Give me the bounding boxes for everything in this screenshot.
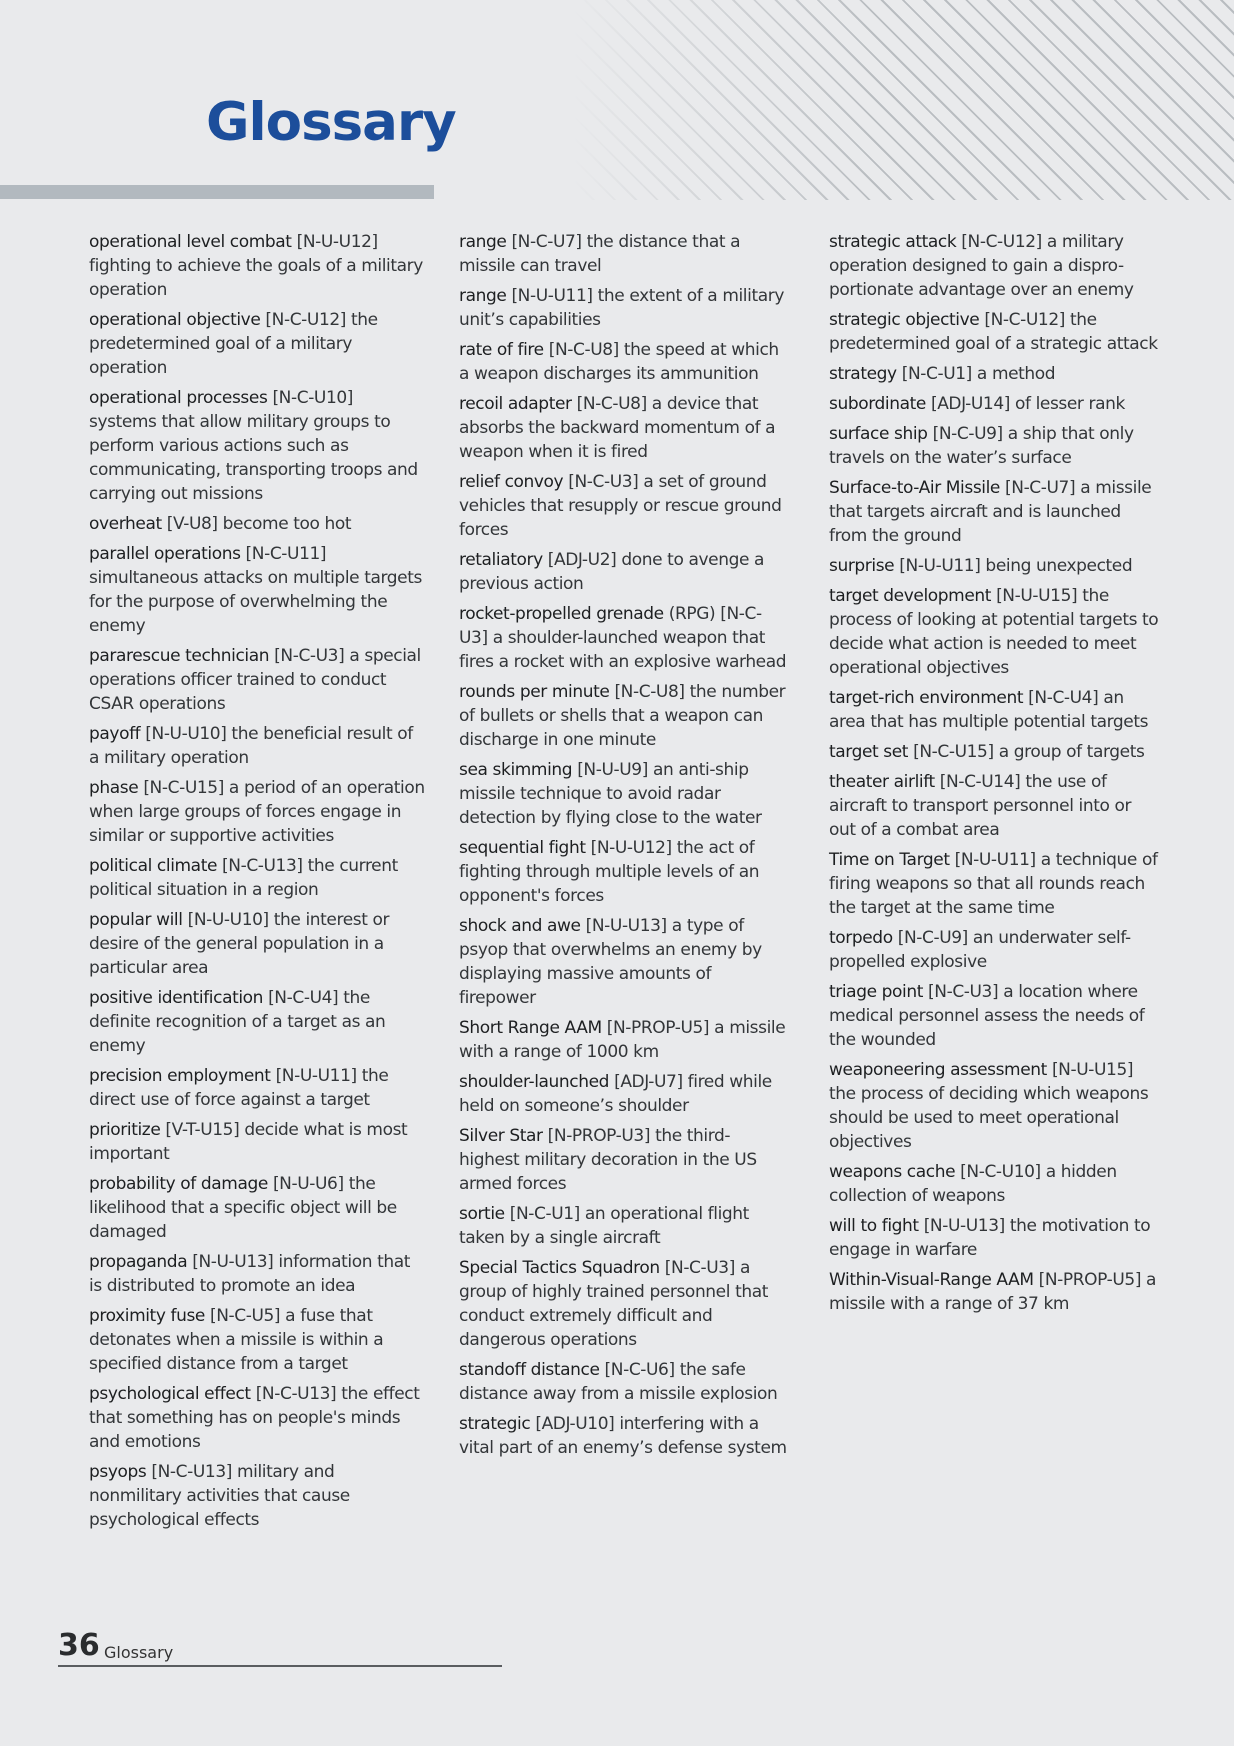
glossary-term: triage point (829, 982, 924, 1002)
glossary-term: surprise (829, 556, 895, 576)
glossary-definition: [N-PROP-U5] a missile with a range of 37 km (829, 1270, 1157, 1314)
glossary-term: weaponeering assessment (829, 1060, 1047, 1080)
glossary-term: propaganda (89, 1252, 188, 1272)
glossary-entry (89, 1172, 425, 1244)
glossary-entry (829, 362, 1159, 386)
glossary-definition: [N-U-U9] an anti-ship missile technique to avoid radar detection by flying close to the water (459, 760, 762, 828)
glossary-entry (829, 584, 1159, 680)
title-underline-bar (0, 185, 434, 199)
glossary-term: rounds per minute (459, 682, 610, 702)
glossary-term: Special Tactics Squadron (459, 1258, 660, 1278)
glossary-entry (829, 740, 1159, 764)
glossary-definition: [N-C-U11] simultaneous attacks on multiple targets for the purpose of overwhelming the enemy (89, 544, 422, 636)
glossary-entry (829, 1058, 1159, 1154)
glossary-entry (89, 854, 425, 902)
decorative-stripes (574, 0, 1234, 200)
glossary-entry (89, 308, 425, 380)
glossary-entry (89, 1250, 425, 1298)
page-number: 36 (58, 1628, 100, 1663)
glossary-term: prioritize (89, 1120, 161, 1140)
glossary-definition: [N-U-U13] information that is distributed to promote an idea (89, 1252, 411, 1296)
glossary-entry (89, 986, 425, 1058)
glossary-term: operational objective (89, 310, 261, 330)
glossary-entry (829, 422, 1159, 470)
glossary-entry (459, 914, 789, 1010)
glossary-term: standoff distance (459, 1360, 600, 1380)
glossary-definition: [N-C-U8] the speed at which a weapon discharges its ammunition (459, 340, 779, 384)
glossary-definition: [N-C-U6] the safe distance away from a missile explosion (459, 1360, 778, 1404)
glossary-definition: [N-C-U8] a device that absorbs the backward momentum of a weapon when it is fired (459, 394, 776, 462)
glossary-term: Silver Star (459, 1126, 543, 1146)
glossary-entry (829, 476, 1159, 548)
glossary-entry (89, 386, 425, 506)
glossary-definition: [N-PROP-U3] the third-highest military decoration in the US armed forces (459, 1126, 757, 1194)
glossary-definition: [N-C-U13] the effect that something has on people's minds and emotions (89, 1384, 420, 1452)
glossary-term: positive identification (89, 988, 264, 1008)
glossary-definition: [V-T-U15] decide what is most important (89, 1120, 408, 1164)
glossary-term: recoil adapter (459, 394, 572, 414)
glossary-definition: [ADJ-U14] of lesser rank (930, 394, 1125, 414)
glossary-definition: [ADJ-U2] done to avenge a previous action (459, 550, 765, 594)
glossary-definition: (RPG) [N-C-U3] a shoulder-launched weapon that fires a rocket with an explosive warhead (459, 604, 787, 672)
glossary-definition: [N-C-U12] a military operation designed to gain a dispro-portionate advantage over an enemy (829, 232, 1134, 300)
glossary-entry (459, 548, 789, 596)
glossary-definition: [N-U-U11] being unexpected (899, 556, 1133, 576)
glossary-entry (459, 230, 789, 278)
glossary-term: torpedo (829, 928, 893, 948)
glossary-definition: [N-U-U15] the process of looking at potential targets to decide what action is needed to meet operational objectives (829, 586, 1159, 678)
glossary-entry (459, 1256, 789, 1352)
glossary-definition: [N-C-U1] an operational flight taken by a single aircraft (459, 1204, 749, 1248)
glossary-term: range (459, 286, 507, 306)
glossary-term: sortie (459, 1204, 505, 1224)
glossary-entry (829, 926, 1159, 974)
glossary-entry (89, 1064, 425, 1112)
glossary-term: popular will (89, 910, 183, 930)
glossary-definition: [ADJ-U7] fired while held on someone’s shoulder (459, 1072, 772, 1116)
glossary-entry (89, 908, 425, 980)
glossary-definition: [N-C-U3] a special operations officer trained to conduct CSAR operations (89, 646, 421, 714)
glossary-entry (829, 1268, 1159, 1316)
glossary-entry (459, 680, 789, 752)
glossary-definition: [N-C-U9] an underwater self-propelled explosive (829, 928, 1131, 972)
glossary-entry (459, 1070, 789, 1118)
glossary-entry (829, 770, 1159, 842)
glossary-entry (459, 338, 789, 386)
glossary-term: target-rich environment (829, 688, 1024, 708)
glossary-definition: [N-C-U7] the distance that a missile can travel (459, 232, 741, 276)
glossary-term: strategy (829, 364, 897, 384)
glossary-entry (459, 392, 789, 464)
glossary-definition: [N-C-U3] a set of ground vehicles that resupply or rescue ground forces (459, 472, 782, 540)
glossary-definition: [N-C-U12] the predetermined goal of a strategic attack (829, 310, 1158, 354)
glossary-term: precision employment (89, 1066, 271, 1086)
footer-rule (58, 1665, 502, 1667)
glossary-definition: [N-C-U4] an area that has multiple potential targets (829, 688, 1149, 732)
glossary-term: parallel operations (89, 544, 241, 564)
glossary-term: operational processes (89, 388, 268, 408)
glossary-entry (459, 284, 789, 332)
glossary-term: probability of damage (89, 1174, 268, 1194)
glossary-entry (89, 722, 425, 770)
glossary-term: Time on Target (829, 850, 950, 870)
glossary-term: overheat (89, 514, 162, 534)
glossary-entry (459, 1202, 789, 1250)
glossary-term: target set (829, 742, 909, 762)
glossary-definition: [N-C-U13] the current political situation in a region (89, 856, 398, 900)
glossary-definition: [N-U-U13] a type of psyop that overwhelms an enemy by displaying massive amounts of firepower (459, 916, 762, 1008)
footer-label: Glossary (104, 1643, 174, 1662)
glossary-definition: [N-C-U8] the number of bullets or shells that a weapon can discharge in one minute (459, 682, 786, 750)
glossary-term: psychological effect (89, 1384, 251, 1404)
glossary-entry (89, 542, 425, 638)
glossary-term: surface ship (829, 424, 928, 444)
glossary-term: payoff (89, 724, 141, 744)
glossary-entry (829, 230, 1159, 302)
glossary-definition: [N-C-U10] a hidden collection of weapons (829, 1162, 1117, 1206)
glossary-term: Surface-to-Air Missile (829, 478, 1000, 498)
glossary-term: strategic attack (829, 232, 957, 252)
glossary-term: weapons cache (829, 1162, 956, 1182)
glossary-term: shock and awe (459, 916, 581, 936)
glossary-column-2 (459, 230, 789, 1466)
glossary-definition: [N-U-U11] the extent of a military unit’s capabilities (459, 286, 784, 330)
glossary-term: will to fight (829, 1216, 919, 1236)
glossary-entry (459, 1358, 789, 1406)
glossary-entry (459, 1412, 789, 1460)
glossary-entry (829, 1160, 1159, 1208)
glossary-entry (459, 470, 789, 542)
glossary-entry (89, 1118, 425, 1166)
glossary-definition: [N-PROP-U5] a missile with a range of 1000 km (459, 1018, 786, 1062)
glossary-term: rocket-propelled grenade (459, 604, 664, 624)
glossary-term: target development (829, 586, 992, 606)
glossary-entry (829, 308, 1159, 356)
glossary-definition: [N-C-U3] a location where medical personnel assess the needs of the wounded (829, 982, 1145, 1050)
glossary-definition: [N-C-U12] the predetermined goal of a military operation (89, 310, 378, 378)
glossary-entry (459, 1016, 789, 1064)
glossary-definition: [N-C-U4] the definite recognition of a target as an enemy (89, 988, 386, 1056)
glossary-term: subordinate (829, 394, 926, 414)
glossary-column-1 (89, 230, 425, 1538)
glossary-entry (459, 758, 789, 830)
glossary-entry (89, 1460, 425, 1532)
glossary-term: strategic (459, 1414, 531, 1434)
glossary-entry (459, 602, 789, 674)
glossary-entry (89, 644, 425, 716)
glossary-definition: [N-C-U10] systems that allow military groups to perform various actions such as communicating, transporting troops and carrying out missions (89, 388, 418, 504)
glossary-definition: [N-C-U7] a missile that targets aircraft and is launched from the ground (829, 478, 1152, 546)
glossary-term: political climate (89, 856, 218, 876)
glossary-definition: [N-C-U5] a fuse that detonates when a missile is within a specified distance from a target (89, 1306, 384, 1374)
glossary-entry (829, 980, 1159, 1052)
glossary-entry (459, 1124, 789, 1196)
glossary-definition: [N-U-U13] the motivation to engage in warfare (829, 1216, 1151, 1260)
glossary-definition: [N-C-U9] a ship that only travels on the water’s surface (829, 424, 1134, 468)
glossary-entry (89, 776, 425, 848)
glossary-term: strategic objective (829, 310, 980, 330)
glossary-definition: [N-U-U10] the interest or desire of the general population in a particular area (89, 910, 390, 978)
glossary-definition: [N-U-U11] the direct use of force against a target (89, 1066, 389, 1110)
glossary-term: pararescue technician (89, 646, 270, 666)
glossary-definition: [N-C-U15] a period of an operation when large groups of forces engage in similar or supportive activities (89, 778, 425, 846)
glossary-entry (89, 512, 425, 536)
glossary-term: Within-Visual-Range AAM (829, 1270, 1034, 1290)
glossary-definition: [N-C-U1] a method (901, 364, 1056, 384)
glossary-entry (829, 1214, 1159, 1262)
glossary-term: relief convoy (459, 472, 564, 492)
glossary-definition: [ADJ-U10] interfering with a vital part of an enemy’s defense system (459, 1414, 787, 1458)
glossary-entry (829, 848, 1159, 920)
glossary-definition: [N-C-U13] military and nonmilitary activities that cause psychological effects (89, 1462, 350, 1530)
glossary-definition: [V-U8] become too hot (166, 514, 352, 534)
glossary-term: proximity fuse (89, 1306, 205, 1326)
glossary-term: Short Range AAM (459, 1018, 602, 1038)
glossary-term: sequential fight (459, 838, 586, 858)
glossary-entry (459, 836, 789, 908)
glossary-definition: [N-U-U10] the beneficial result of a military operation (89, 724, 413, 768)
glossary-definition: [N-U-U6] the likelihood that a specific object will be damaged (89, 1174, 397, 1242)
glossary-column-3 (829, 230, 1159, 1322)
glossary-entry (829, 554, 1159, 578)
glossary-entry (829, 686, 1159, 734)
glossary-definition: [N-C-U15] a group of targets (913, 742, 1145, 762)
glossary-definition: [N-C-U14] the use of aircraft to transport personnel into or out of a combat area (829, 772, 1132, 840)
glossary-definition: [N-U-U12] the act of fighting through multiple levels of an opponent's forces (459, 838, 760, 906)
glossary-term: rate of fire (459, 340, 544, 360)
glossary-definition: [N-U-U12] fighting to achieve the goals of a military operation (89, 232, 423, 300)
glossary-entry (89, 1382, 425, 1454)
glossary-term: shoulder-launched (459, 1072, 610, 1092)
glossary-term: retaliatory (459, 550, 543, 570)
glossary-definition: [N-U-U11] a technique of firing weapons so that all rounds reach the target at the same time (829, 850, 1158, 918)
glossary-term: theater airlift (829, 772, 935, 792)
glossary-definition: [N-U-U15] the process of deciding which weapons should be used to meet operational objectives (829, 1060, 1149, 1152)
page-title: Glossary (206, 92, 456, 153)
glossary-entry (829, 392, 1159, 416)
glossary-term: sea skimming (459, 760, 573, 780)
glossary-entry (89, 1304, 425, 1376)
glossary-definition: [N-C-U3] a group of highly trained personnel that conduct extremely difficult and dangerous operations (459, 1258, 768, 1350)
glossary-term: operational level combat (89, 232, 292, 252)
glossary-term: phase (89, 778, 139, 798)
glossary-term: psyops (89, 1462, 147, 1482)
glossary-term: range (459, 232, 507, 252)
glossary-entry (89, 230, 425, 302)
